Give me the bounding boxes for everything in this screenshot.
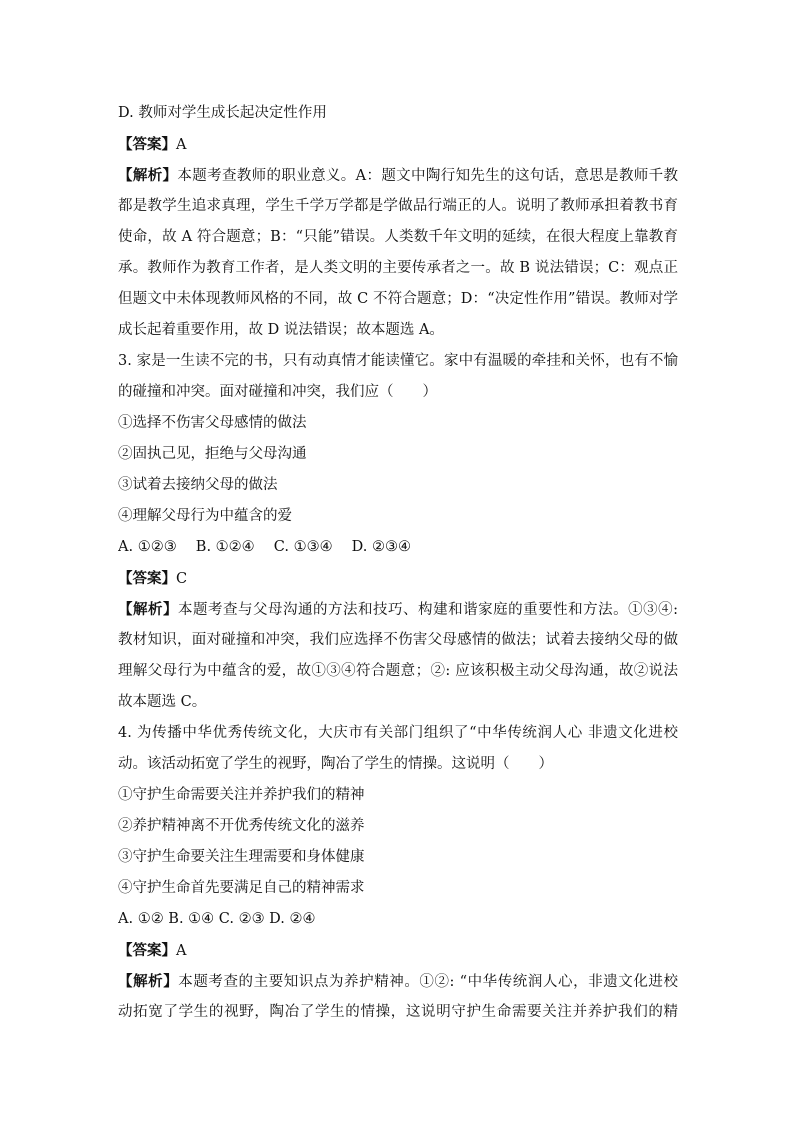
q4-analysis-line-2: 动拓宽了学生的视野，陶冶了学生的情操，这说明守护生命需要关注并养护我们的精 [118,1004,678,1020]
q4-analysis-line-1: 【解析】本题考查的主要知识点为养护精神。①②: “中华传统润人心，非遗文化进校 [118,973,678,990]
analysis-tag: 【解析】 [118,973,179,990]
answer-value: A [176,137,187,153]
q3-item-4: ④理解父母行为中蕴含的爱 [118,508,292,524]
q4-stem-line-1: 4. 为传播中华优秀传统文化，大庆市有关部门组织了“中华传统润人心 非遗文化进校 [118,725,678,741]
q3-analysis-line-2: 教材知识，面对碰撞和冲突，我们应选择不伤害父母感情的做法；试着去接纳父母的做 [118,632,678,648]
q4-options: A. ①② B. ①④ C. ②③ D. ②④ [118,911,316,927]
analysis-tag: 【解析】 [118,601,179,618]
q4-item-3: ③守护生命要关注生理需要和身体健康 [118,849,365,865]
q4-item-2: ②养护精神离不开优秀传统文化的滋养 [118,818,365,834]
q3-stem-line-1: 3. 家是一生读不完的书，只有动真情才能读懂它。家中有温暖的牵挂和关怀，也有不愉 [118,353,678,369]
analysis-tag: 【解析】 [118,167,178,184]
q3-answer [118,563,678,594]
q2-answer [118,129,678,160]
q3-analysis-line-4: 故本题选 C。 [118,694,207,710]
answer-tag: 【答案】 [118,570,176,587]
q2-analysis-line-3: 使命，故 A 符合题意；B：“只能”错误。人类数千年文明的延续，在很大程度上靠教育 [118,229,678,245]
q3-analysis-line-3: 理解父母行为中蕴含的爱，故①③④符合题意；②: 应该积极主动父母沟通，故②说法 [118,663,678,679]
q2-analysis-line-1: 【解析】本题考查教师的职业意义。A：题文中陶行知先生的这句话，意思是教师千教 [118,167,678,184]
q3-options: A. ①②③ B. ①②④ C. ①③④ D. ②③④ [118,539,412,555]
answer-tag: 【答案】 [118,942,176,959]
answer-tag: 【答案】 [118,136,176,153]
q2-analysis-line-2: 都是教学生追求真理，学生千学万学都是学做品行端正的人。说明了教师承担着教书育 [118,198,678,214]
answer-value: C [176,571,188,587]
q4-item-1: ①守护生命需要关注并养护我们的精神 [118,787,365,803]
q2-analysis-line-5: 但题文中未体现教师风格的不同，故 C 不符合题意；D：“决定性作用”错误。教师对学 [118,291,678,307]
q4-answer [118,935,678,966]
q3-analysis-line-1: 【解析】本题考查与父母沟通的方法和技巧、构建和谐家庭的重要性和方法。①③④: [118,601,678,618]
document-page [118,98,678,1028]
q3-item-1: ①选择不伤害父母感情的做法 [118,415,307,431]
q3-item-2: ②固执己见，拒绝与父母沟通 [118,446,307,462]
q2-analysis-line-4: 承。教师作为教育工作者，是人类文明的主要传承者之一。故 B 说法错误；C：观点正 [118,260,678,276]
q2-analysis-line-6: 成长起着重要作用，故 D 说法错误；故本题选 A。 [118,322,444,338]
q3-stem-line-2: 的碰撞和冲突。面对碰撞和冲突，我们应（ ） [118,384,437,400]
answer-value: A [176,943,187,959]
q4-stem-line-2: 动。该活动拓宽了学生的视野，陶冶了学生的情操。这说明（ ） [118,756,553,772]
q2-option-d: D. 教师对学生成长起决定性作用 [118,105,327,121]
q4-item-4: ④守护生命首先要满足自己的精神需求 [118,880,365,896]
q3-item-3: ③试着去接纳父母的做法 [118,477,278,493]
